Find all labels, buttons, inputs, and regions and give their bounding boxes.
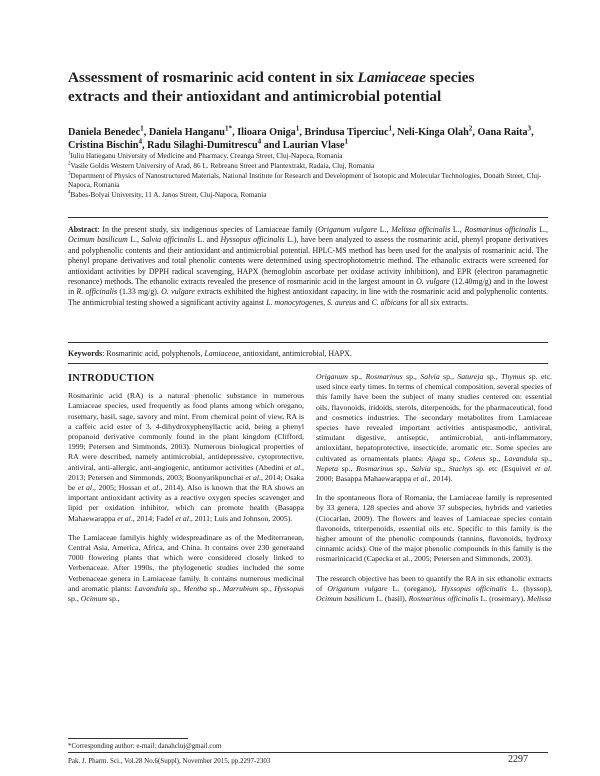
- divider: [68, 342, 548, 343]
- keywords-label: Keywords: [68, 349, 103, 358]
- author-list: Daniela Benedec$^1$, Daniela Hanganu$^{1*}$, Ilioara Oniga$^1$, Brindusa Tiperciuc$^1$, Neli-Kinga Olah$^2$, Oana Raita$^3$, Cristina Bischin$^4$, Radu Silaghi-Dumitrescu$^4$ and Laurian Vlase$^1$: [68, 124, 534, 151]
- title-text: species: [425, 69, 475, 86]
- affiliation: $^3$Department of Physics of Nanostructured Materials, National Institute for Research and Development of Isotopic and Molecular Technologies, Donath Street, Cluj-Napoca, Romania: [68, 171, 542, 190]
- footer-divider: [68, 752, 548, 753]
- footnote-divider: [68, 738, 188, 739]
- abstract: Abstract: In the present study, six indigenous species of Lamiaceae family (Origanum vulgare L., Melissa officinalis L., Rosmarinus officinalis L., Ocimum basilicum L., Salvia officinalis L. and Hyssopus officinalis L.), have been analyzed to assess the rosmarinic acid, phenyl propane derivatives and polyphenolic contents and their antioxidant and antimicrobial potential. HPLC-MS method has been used for the analysis of rosmarinic acid. The phenyl propane derivatives and total phenolic contents were determined using spectrophotometric method. The ethanolic extracts were screened for antioxidant activities by DPPH radical scavenging, HAPX (hemoglobin ascorbate per oxidase activity inhibition), and EPR (electron paramagnetic resonance) methods. The ethanolic extracts revealed the presence of rosmarinic acid in the largest amount in O. vulgare (12.40mg/g) and in the lowest in R. officinalis (1.33 mg/g). O. vulgare extracts exhibited the highest antioxidant capacity, in line with the rosmarinic acid and polyphenolic contents. The antimicrobial testing showed a significant activity against L. monocytogenes, S. aureus and C. albicans for all six extracts.: [68, 225, 548, 307]
- section-heading: INTRODUCTION: [68, 373, 155, 384]
- page-number: 2297: [508, 754, 528, 765]
- author: Brindusa Tiperciuc$^1$: [304, 124, 393, 138]
- author: Ilioara Oniga$^1$: [237, 124, 300, 138]
- paragraph: The Lamiaceae familyis highly widespreadinare as of the Mediterranean, Central Asia, America, Africa, and China. It contains over 230 generaand 7000 flowering plants that which were considered closely linked to Verbenaceae. After 1990s, the phylogenetic studies included the some Verbenaceae genera in Lamiaceae family. It contains numerous medicinal and aromatic plants: Lavandula sp., Mentha sp., Marrubium sp., Hyssopus sp., Ocimum sp.,: [68, 532, 304, 604]
- divider: [68, 363, 548, 364]
- affiliation: $^2$Vasile Goldis Western University of Arad, 86 L. Rebreanu Street and Plantextrakt, Radaia, Cluj, Romania: [68, 161, 375, 170]
- author: Neli-Kinga Olah$^2$: [397, 124, 473, 138]
- title-text: Assessment of rosmarinic acid content in six: [68, 69, 358, 86]
- affiliation: $^1$Iuliu Hatieganu University of Medicine and Pharmacy, Creanga Street, Cluj-Napoca, Romania: [68, 151, 343, 160]
- affiliations: [68, 152, 548, 201]
- author: Oana Raita$^3$: [477, 124, 532, 138]
- abstract-label: Abstract: [68, 225, 98, 234]
- author: Daniela Benedec$^1$: [68, 124, 144, 138]
- author: Cristina Bischin$^4$: [68, 137, 143, 151]
- title-italic: Lamiaceae: [357, 69, 426, 86]
- left-column: [68, 374, 304, 613]
- author: Radu Silaghi-Dumitrescu$^4$: [147, 137, 262, 151]
- divider: [68, 217, 548, 218]
- title-text: extracts and their antioxidant and antimicrobial potential: [68, 88, 442, 105]
- author: Daniela Hanganu$^{1*}$: [148, 124, 233, 138]
- journal-footer: Pak. J. Pharm. Sci., Vol.28 No.6(Suppl), November 2015, pp.2297-2303: [68, 757, 271, 765]
- paragraph: The research objective has been to quantify the RA in six ethanolic extracts of Origanum vulgare L. (oregano), Hyssopus officinalis L. (hyssop), Ocimum basilicum L. (basil), Rosmarinus officinalis L. (rosemary), Melissa: [316, 573, 553, 604]
- keywords: Keywords: Rosmarinic acid, polyphenols, Lamiaceae, antioxidant, antimicrobial, HAPX.: [68, 349, 352, 358]
- paper-title: [68, 68, 548, 106]
- paragraph: In the spontaneous flora of Romania, the Lamiaceae family is represented by 33 genera, 128 species and above 37 subspecies, hybrids and varieties (Ciocarlan, 2009). The flowers and leaves of Lamiaceae species contain flavonoids, triterpenoids, essential oils etc. Specific to this family is the higher amount of the phenolic compounds (tannins, flavonoids, hydroxy cinnamic acids). One of the major phenolic compounds in this family is the rosmarinicacid (Capecka et al., 2005; Petersen and Simmonds, 2003).: [316, 493, 552, 564]
- corresponding-author-footnote: *Corresponding author: e-mail: danahcluj@gmail.com: [68, 742, 222, 750]
- right-column: [316, 372, 552, 613]
- paragraph: Origanum sp., Rosmarinus sp., Salvia sp., Satureja sp., Thymus sp. etc. used since early times. In terms of chemical composition, several species of this family have been the subject of many studies centered on: essential oils, flavonoids, iridoids, sterols, diterpenoids, for the pharmaceutical, food and cosmetics industries. The secondary metabolites from Lamiaceae species have revealed important activities antispasmodic, antiviral, stimulant digestive, antiseptic, antimicrobial, anti-inflammatory, antioxidant, hepatoprotective, insecticide, aromatic etc. Some species are cultivated as ornamentals plants: Ajuga sp., Coleus sp., Lavandula sp., Nepeta sp., Rosmarinus sp., Salvia sp., Stachys sp. etc (Esquivel et al. 2000; Basappa Mahaewarappa et al., 2014).: [316, 372, 552, 484]
- author: Laurian Vlase$^1$: [282, 137, 349, 151]
- affiliation: $^4$Babes-Bolyai University, 11 A. Janos Street, Cluj-Napoca, Romania: [68, 190, 267, 200]
- paragraph: Rosmarinic acid (RA) is a natural phenolic substance in numerous Lamiaceae species, used frequently as food plants among which oregano, rosemary, basil, sage, savory and mint. From chemical point of view, RA is a caffeic acid ester of 3, 4-dihydroxyphenyllactic acid, being a phenyl propanoid derivative commonly found in the plant kingdom (Clifford, 1999; Petersen and Simmonds, 2003). Numerous biological properties of RA were described, namely antimicrobial, antidepressive, cytoprotective, antiviral, anti-allergic, anti-angiogenic, antitumor activities (Abedini et al., 2013; Petersen and Simmonds, 2003; Boonyarikpunchai et al., 2014; Osaka be et al., 2005; Hossan et al., 2014). Also is known that the RA shows an important antioxidant activity as a reactive oxygen species scavenger and lipid per oxidation inhibitor, which can promote health (Basappa Mahaewarappa et al., 2014; Fadel et al., 2011; Luis and Johnson, 2005).: [68, 391, 304, 523]
